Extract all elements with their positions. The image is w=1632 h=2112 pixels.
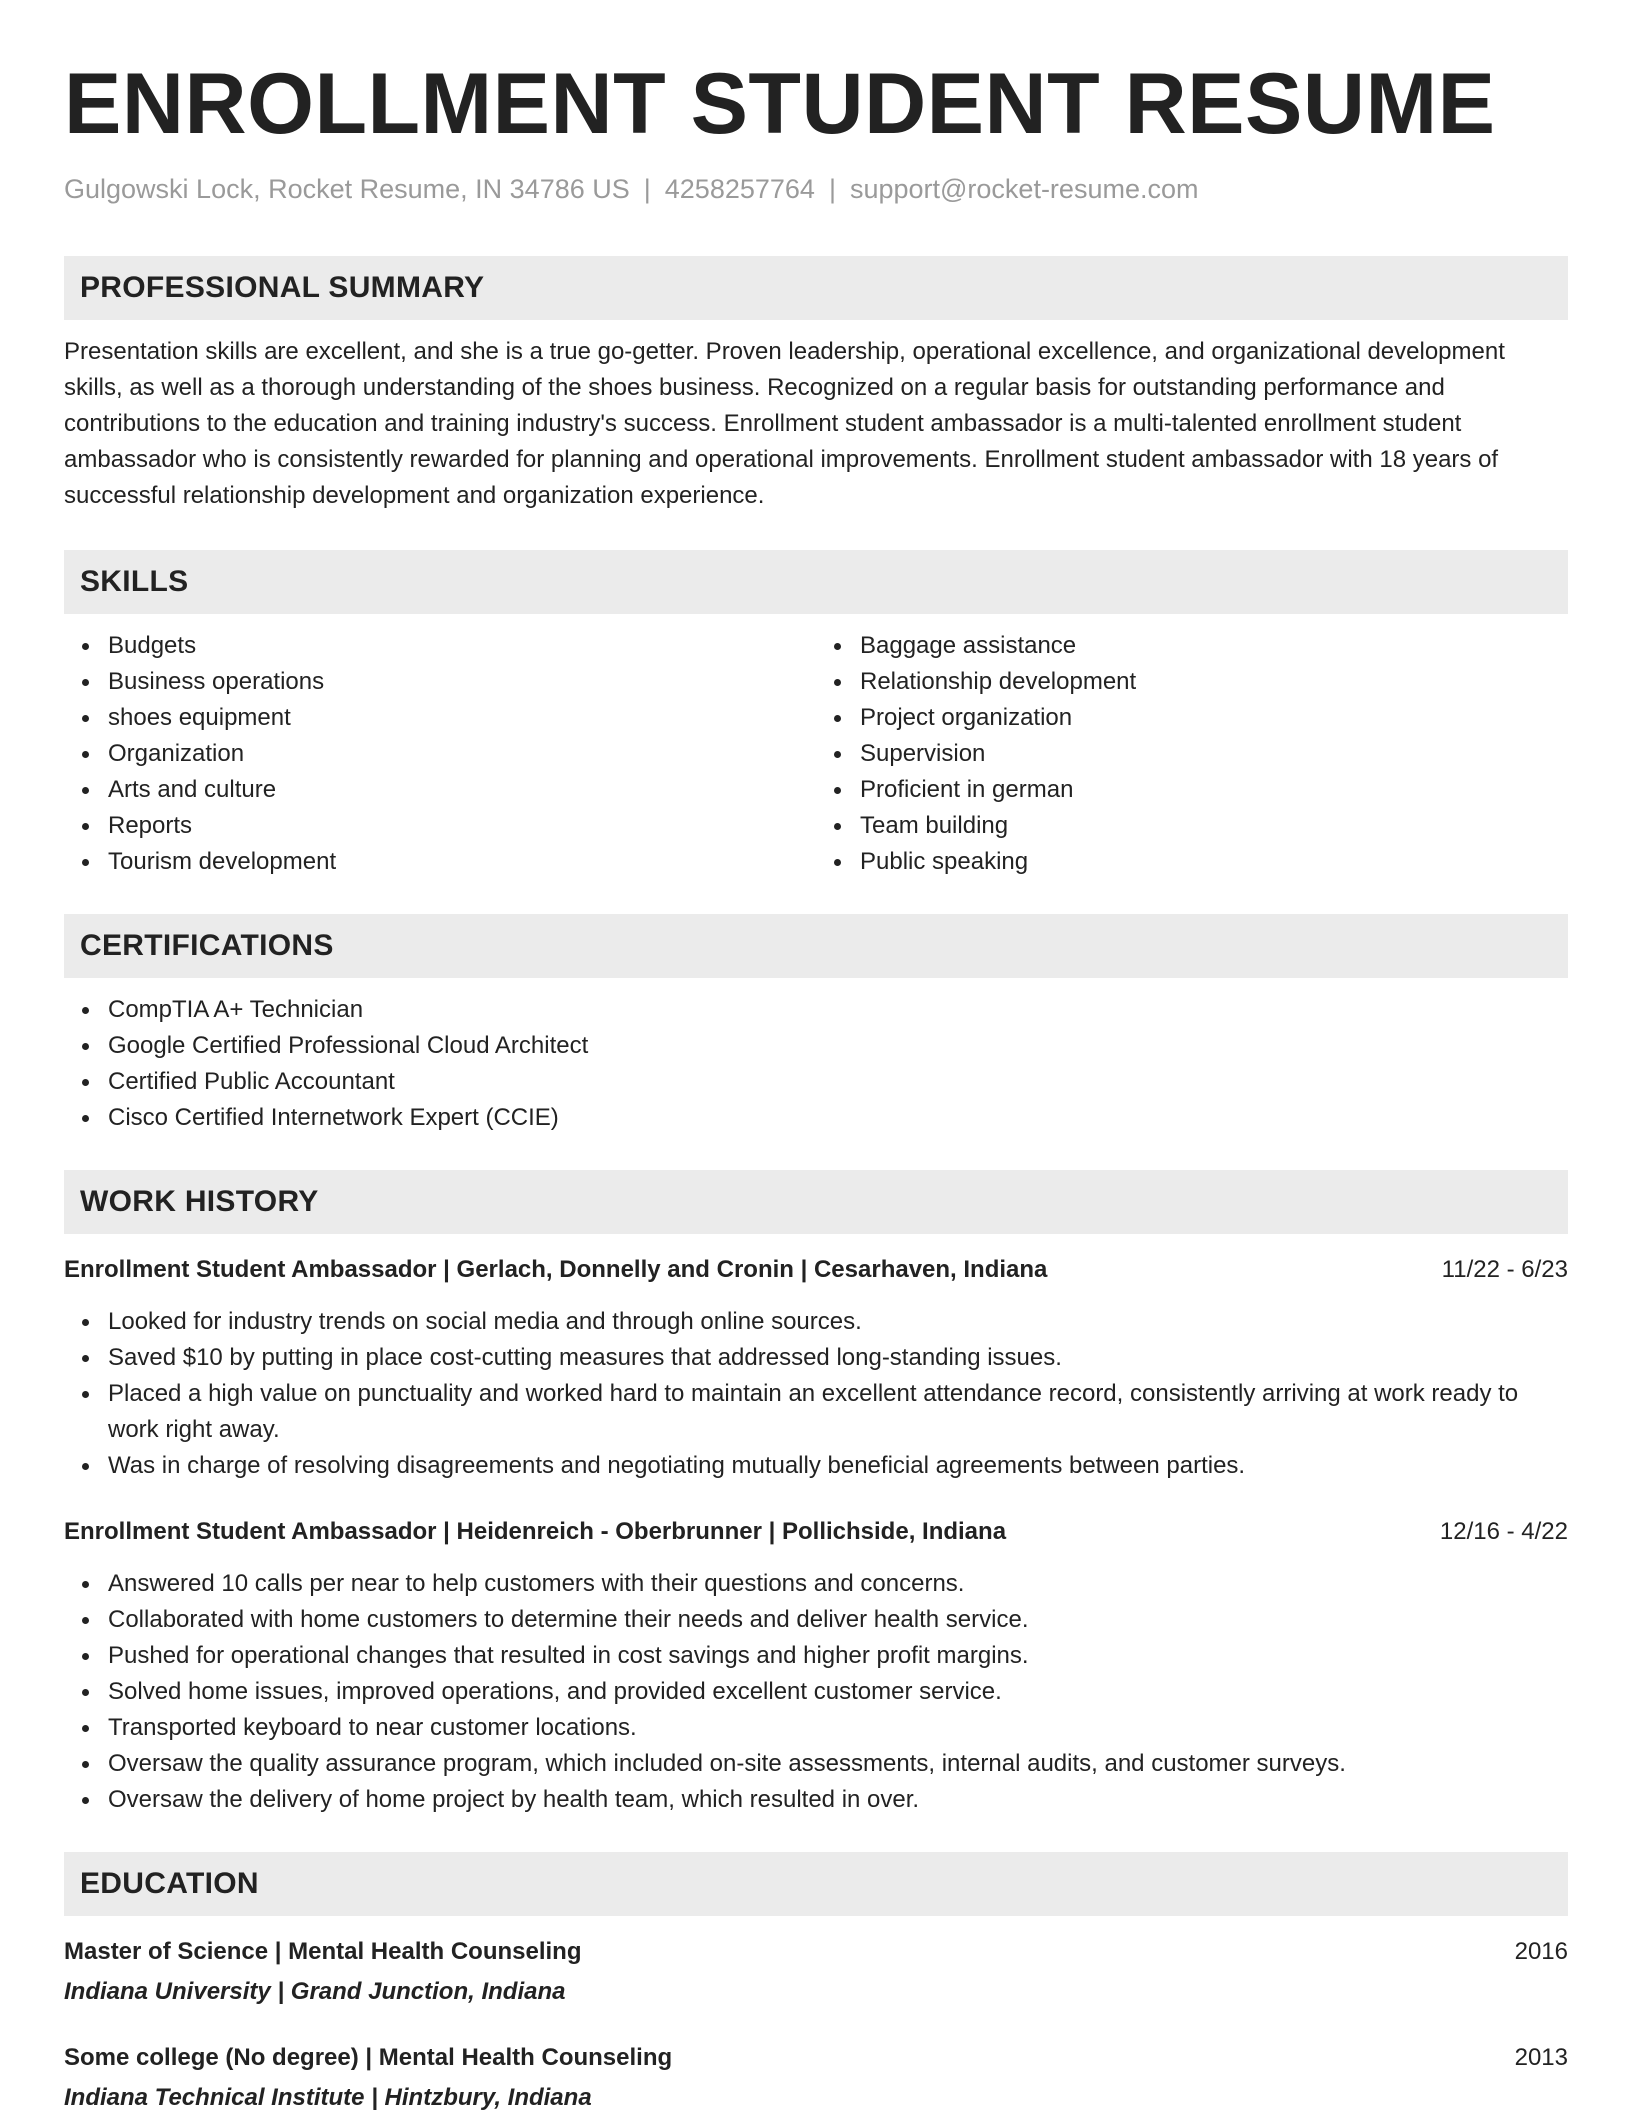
skill-item: Supervision (860, 736, 1568, 772)
contact-address: Gulgowski Lock, Rocket Resume, IN 34786 US (64, 174, 630, 204)
skill-item: Project organization (860, 700, 1568, 736)
job-bullet: Solved home issues, improved operations, and provided excellent customer service. (108, 1674, 1568, 1710)
certifications-list (64, 992, 1568, 1136)
summary-text: Presentation skills are excellent, and she is a true go-getter. Proven leadership, operational excellence, and organizational development skills, as well as a thorough understanding of the shoes business. Recognized on a regular basis for outstanding performance and contributions to the education and training industry's success. Enrollment student ambassador is a multi-talented enrollment student ambassador who is consistently rewarded for planning and operational improvements. Enrollment student ambassador with 18 years of successful relationship development and organization experience. (64, 338, 1505, 509)
skills-list-left (64, 628, 816, 880)
education-degree: Master of Science | Mental Health Counseling (64, 1938, 582, 1965)
job-entry (64, 1514, 1568, 1818)
skill-item: Organization (108, 736, 816, 772)
job-title-row (64, 1514, 1568, 1550)
job-title: Enrollment Student Ambassador | Heidenreich - Oberbrunner | Pollichside, Indiana (64, 1518, 1007, 1545)
certification-item: CompTIA A+ Technician (108, 992, 1568, 1028)
job-bullet: Saved $10 by putting in place cost-cutting measures that addressed long-standing issues. (108, 1340, 1568, 1376)
education-heading: EDUCATION (64, 1852, 1568, 1916)
certification-item: Cisco Certified Internetwork Expert (CCIE) (108, 1100, 1568, 1136)
education-school: Indiana University | Grand Junction, Indiana (64, 1978, 566, 2005)
job-entry (64, 1252, 1568, 1484)
resume-title: ENROLLMENT STUDENT RESUME (64, 56, 1496, 152)
job-bullet: Answered 10 calls per near to help customers with their questions and concerns. (108, 1566, 1568, 1602)
skill-item: Budgets (108, 628, 816, 664)
skill-item: Public speaking (860, 844, 1568, 880)
summary-heading: PROFESSIONAL SUMMARY (64, 256, 1568, 320)
skills-grid (64, 628, 1568, 880)
education-year: 2013 (1514, 2044, 1568, 2071)
job-dates: 12/16 - 4/22 (1439, 1518, 1568, 1545)
job-bullet: Oversaw the quality assurance program, which included on-site assessments, internal audits, and customer surveys. (108, 1746, 1568, 1782)
skills-heading: SKILLS (64, 550, 1568, 614)
job-bullets (64, 1566, 1568, 1818)
contact-email[interactable]: support@rocket-resume.com (849, 174, 1199, 204)
skill-item: Arts and culture (108, 772, 816, 808)
education-row (64, 1934, 1568, 1970)
work-history-heading: WORK HISTORY (64, 1170, 1568, 1234)
education-school: Indiana Technical Institute | Hintzbury, Indiana (64, 2084, 592, 2111)
job-bullets (64, 1304, 1568, 1484)
certifications-heading: CERTIFICATIONS (64, 914, 1568, 978)
education-year: 2016 (1514, 1938, 1568, 1965)
contact-separator: | (643, 174, 651, 204)
skill-item: Proficient in german (860, 772, 1568, 808)
certification-item: Google Certified Professional Cloud Architect (108, 1028, 1568, 1064)
education-row (64, 2040, 1568, 2076)
skills-list-right (816, 628, 1568, 880)
skill-item: Tourism development (108, 844, 816, 880)
skill-item: shoes equipment (108, 700, 816, 736)
job-dates: 11/22 - 6/23 (1441, 1256, 1568, 1283)
job-bullet: Collaborated with home customers to determine their needs and deliver health service. (108, 1602, 1568, 1638)
certification-item: Certified Public Accountant (108, 1064, 1568, 1100)
skill-item: Relationship development (860, 664, 1568, 700)
job-bullet: Was in charge of resolving disagreements and negotiating mutually beneficial agreements between parties. (108, 1448, 1568, 1484)
education-degree: Some college (No degree) | Mental Health Counseling (64, 2044, 673, 2071)
skill-item: Team building (860, 808, 1568, 844)
contact-phone: 4258257764 (664, 174, 815, 204)
skill-item: Baggage assistance (860, 628, 1568, 664)
education-entry (64, 1934, 1568, 2010)
contact-separator: | (828, 174, 836, 204)
job-bullet: Pushed for operational changes that resulted in cost savings and higher profit margins. (108, 1638, 1568, 1674)
job-bullet: Placed a high value on punctuality and worked hard to maintain an excellent attendance record, consistently arriving at work ready to work right away. (108, 1376, 1568, 1448)
job-title-row (64, 1252, 1568, 1288)
education-entry (64, 2040, 1568, 2112)
job-bullet: Transported keyboard to near customer locations. (108, 1710, 1568, 1746)
job-bullet: Looked for industry trends on social media and through online sources. (108, 1304, 1568, 1340)
contact-line (64, 172, 1568, 206)
skill-item: Business operations (108, 664, 816, 700)
job-bullet: Oversaw the delivery of home project by health team, which resulted in over. (108, 1782, 1568, 1818)
job-title: Enrollment Student Ambassador | Gerlach, Donnelly and Cronin | Cesarhaven, Indiana (64, 1256, 1048, 1283)
skill-item: Reports (108, 808, 816, 844)
